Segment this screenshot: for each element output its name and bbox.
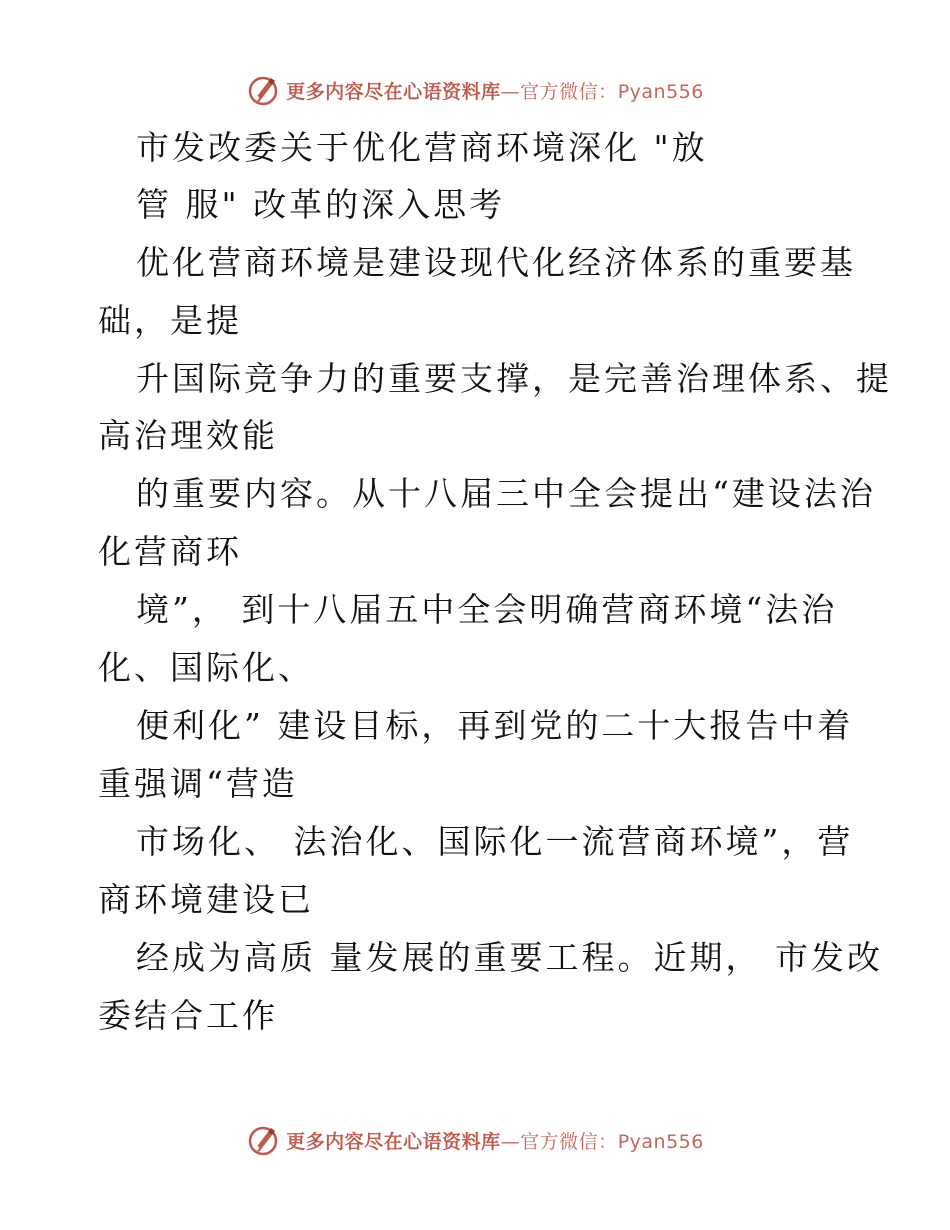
- body-line: 商环境建设已: [98, 880, 314, 919]
- body-line: 高治理效能: [98, 416, 278, 455]
- watermark-separator: —: [500, 1130, 521, 1153]
- watermark-text: [286, 1127, 704, 1154]
- footer-watermark: [0, 1122, 950, 1158]
- pen-logo-icon: [246, 1123, 280, 1157]
- watermark-text: [286, 77, 704, 104]
- body-line: 市场化、 法治化、国际化一流营商环境”，营: [136, 822, 854, 861]
- watermark-wechat-label: 官方微信：: [520, 1130, 618, 1153]
- watermark-wechat-id: Pyan556: [617, 80, 704, 103]
- body-line: 境”， 到十八届五中全会明确营商环境“法治: [136, 590, 838, 629]
- body-line: 化营商环: [98, 532, 242, 571]
- body-line: 化、国际化、: [98, 648, 314, 687]
- watermark-group: [246, 73, 704, 107]
- body-line: 委结合工作: [98, 996, 278, 1035]
- watermark-wechat-label: 官方微信：: [520, 80, 618, 103]
- body-line: 础，是提: [98, 301, 242, 340]
- document-title-line-1: 市发改委关于优化营商环境深化 "放: [136, 128, 708, 167]
- pen-logo-icon: [246, 73, 280, 107]
- document-title-line-2: 管 服" 改革的深入思考: [136, 185, 506, 224]
- watermark-site-text: 更多内容尽在心语资料库: [286, 80, 501, 103]
- body-line: 经成为高质 量发展的重要工程。近期， 市发改: [136, 938, 883, 977]
- body-line: 的重要内容。从十八届三中全会提出“建设法治: [136, 474, 876, 513]
- watermark-wechat-id: Pyan556: [617, 1130, 704, 1153]
- body-line: 优化营商环境是建设现代化经济体系的重要基: [136, 243, 856, 282]
- watermark-separator: —: [500, 80, 521, 103]
- watermark-group: [246, 1123, 704, 1157]
- watermark-site-text: 更多内容尽在心语资料库: [286, 1130, 501, 1153]
- body-line: 升国际竞争力的重要支撑，是完善治理体系、提: [136, 359, 892, 398]
- body-line: 重强调“营造: [98, 764, 298, 803]
- body-line: 便利化” 建设目标，再到党的二十大报告中着: [136, 706, 854, 745]
- header-watermark: [0, 72, 950, 108]
